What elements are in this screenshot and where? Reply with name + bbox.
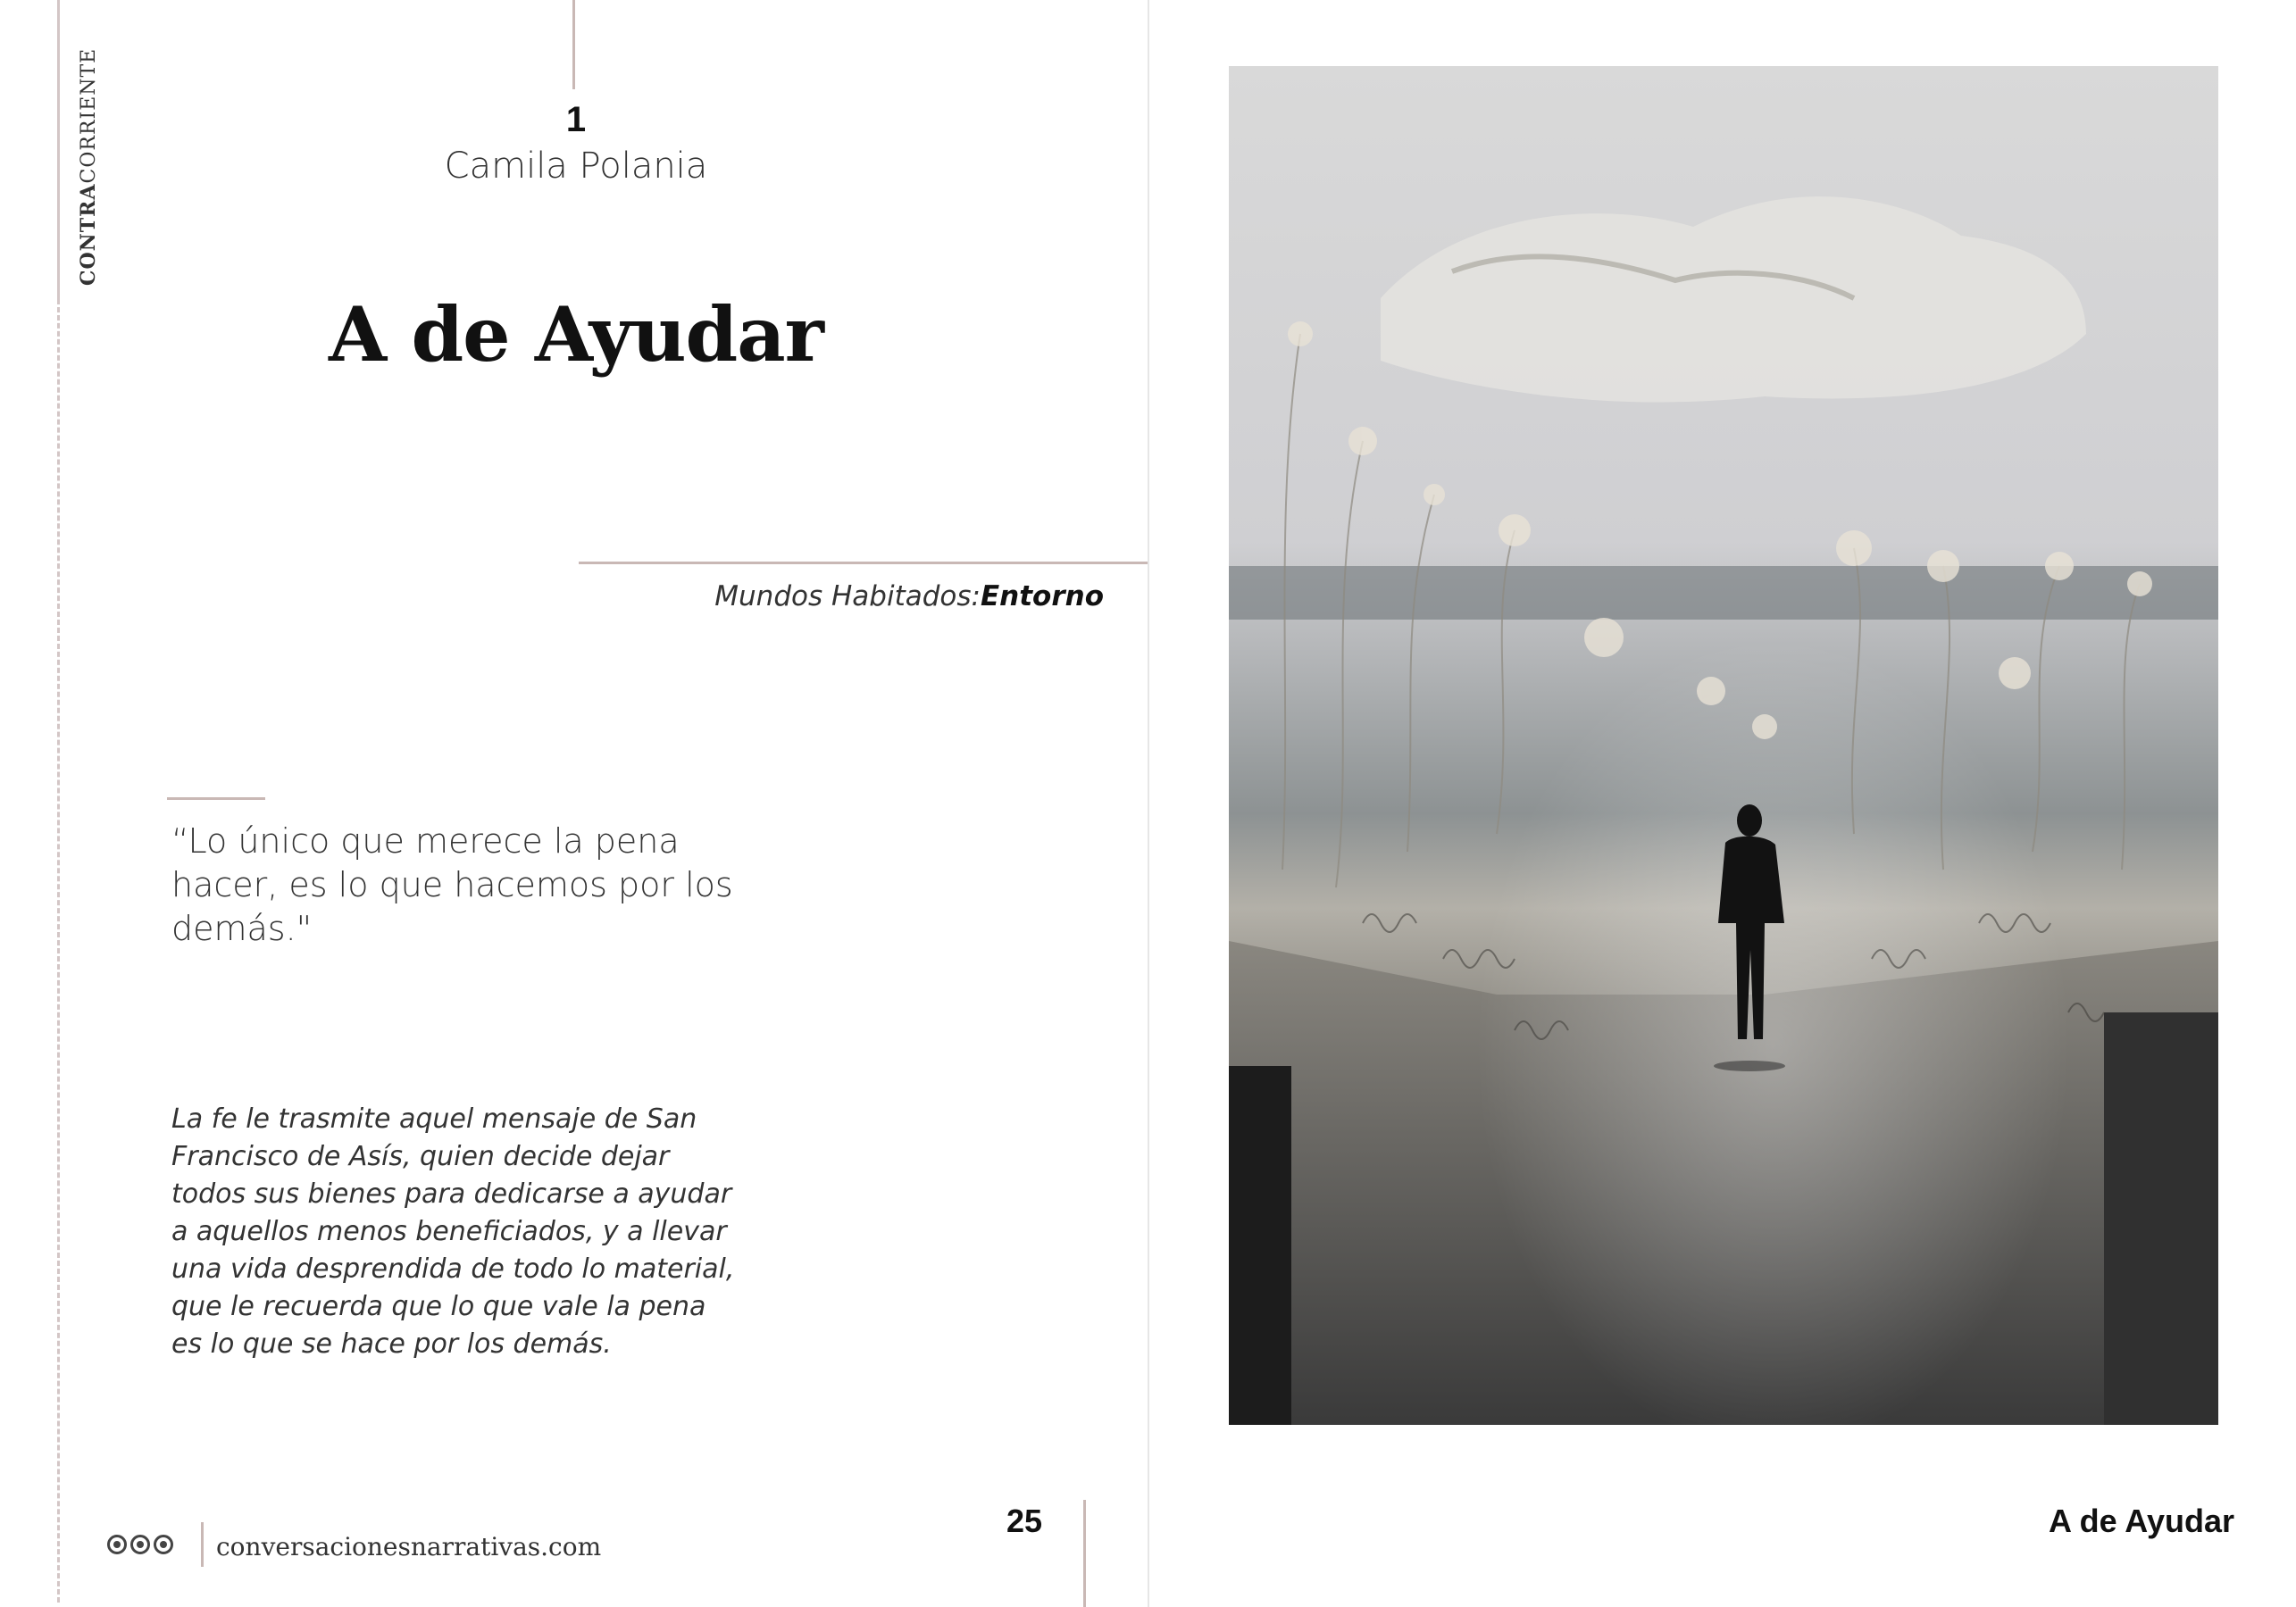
section-rule — [579, 562, 1148, 564]
circle-icon — [154, 1535, 173, 1554]
circle-icon — [107, 1535, 127, 1554]
section-value: Entorno — [980, 580, 1104, 612]
bottom-divider — [1083, 1500, 1086, 1607]
section-label — [625, 580, 1104, 612]
page-number: 25 — [1006, 1503, 1043, 1539]
running-title: A de Ayudar — [2048, 1503, 2234, 1539]
pull-quote: “Lo único que merece la pena hacer, es lo que hacemos por los demás." — [171, 821, 733, 948]
page-title: A de Ayudar — [329, 290, 823, 379]
brand-bold: CONTRA — [77, 183, 100, 286]
body-paragraph: La fe le trasmite aquel mensaje de San Francisco de Asís, quien decide dejar todos sus bienes para dedicarse a ayudar a aquellos menos beneficiados, y a llevar una vida desprendida de todo lo material, que le recuerda que lo que vale la pena es lo que se hace por los demás. — [171, 1103, 735, 1360]
brand-vertical — [77, 48, 100, 286]
footer-separator — [201, 1522, 204, 1567]
circle-icon — [130, 1535, 150, 1554]
top-divider — [572, 0, 575, 89]
collage-photo — [1229, 66, 2218, 1425]
story-number: 1 — [565, 100, 587, 139]
cc-license-icon — [107, 1535, 173, 1554]
side-rule-solid — [57, 0, 60, 299]
author-name: Camila Polania — [444, 146, 708, 187]
quote-rule — [167, 797, 265, 800]
site-url[interactable]: conversacionesnarrativas.com — [216, 1532, 602, 1561]
brand-light: CORRIENTE — [78, 47, 100, 184]
side-rule-dashed — [57, 299, 60, 1603]
page-spine — [1148, 0, 1149, 1607]
section-label-text: Mundos Habitados: — [714, 580, 981, 612]
